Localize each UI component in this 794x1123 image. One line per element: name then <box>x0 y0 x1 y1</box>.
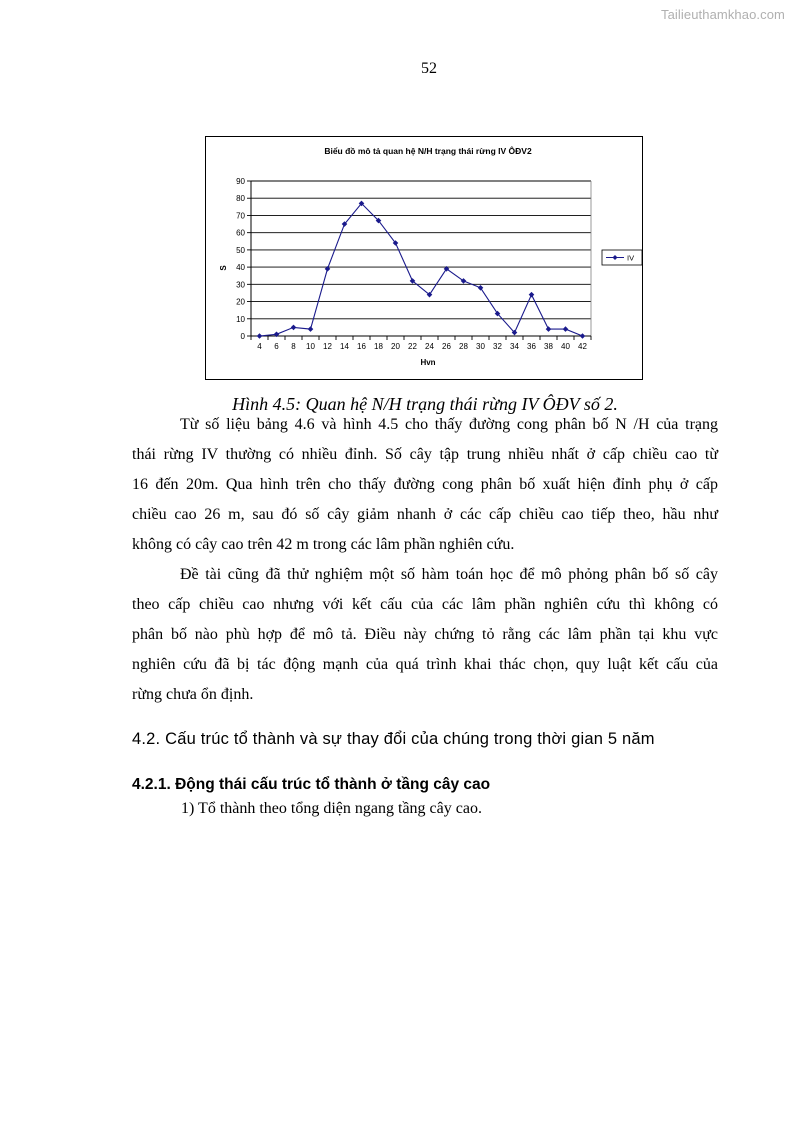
data-point-4 <box>257 333 263 339</box>
x-tick-label-6: 6 <box>274 342 279 351</box>
line-chart <box>206 137 644 381</box>
page-number: 52 <box>421 60 437 77</box>
x-tick-label-34: 34 <box>510 342 519 351</box>
y-tick-label-0: 0 <box>240 332 245 341</box>
x-tick-label-28: 28 <box>459 342 468 351</box>
data-point-40 <box>563 326 569 332</box>
x-axis-label: Hvn <box>420 358 436 367</box>
paragraph-1-line-4: chiều cao 26 m, sau đó số cây giảm nhanh ở các cấp chiều cao tiếp theo, hầu như <box>132 506 718 523</box>
data-point-8 <box>291 325 297 331</box>
x-tick-label-22: 22 <box>408 342 417 351</box>
x-tick-label-8: 8 <box>291 342 296 351</box>
x-tick-label-30: 30 <box>476 342 485 351</box>
y-tick-label-10: 10 <box>236 314 245 324</box>
watermark: Tailieuthamkhao.com <box>660 7 785 22</box>
data-point-38 <box>546 326 552 332</box>
x-tick-label-36: 36 <box>527 342 536 351</box>
x-tick-label-18: 18 <box>374 342 383 351</box>
x-tick-label-10: 10 <box>306 342 315 351</box>
series-line-IV <box>260 203 583 336</box>
data-point-42 <box>580 333 586 339</box>
x-tick-label-20: 20 <box>391 342 400 351</box>
y-tick-label-30: 30 <box>236 280 245 290</box>
paragraph-2-line-2: theo cấp chiều cao nhưng với kết cấu của các lâm phần nghiên cứu thì không có <box>132 596 718 613</box>
subsection-heading: 4.2.1. Động thái cấu trúc tổ thành ở tầng cây cao <box>132 776 491 793</box>
paragraph-2-line-1: Đề tài cũng đã thử nghiệm một số hàm toán học để mô phỏng phân bố số cây <box>180 566 718 583</box>
paragraph-1-line-5: không có cây cao trên 42 m trong các lâm phần nghiên cứu. <box>132 536 515 553</box>
x-tick-label-12: 12 <box>323 342 332 351</box>
y-tick-label-70: 70 <box>236 211 245 221</box>
x-tick-label-26: 26 <box>442 342 451 351</box>
x-tick-label-24: 24 <box>425 342 434 351</box>
data-point-30 <box>478 285 484 291</box>
x-tick-label-14: 14 <box>340 342 349 351</box>
section-heading: 4.2. Cấu trúc tổ thành và sự thay đổi của chúng trong thời gian 5 năm <box>132 730 655 748</box>
y-tick-label-80: 80 <box>236 194 245 204</box>
chart-title: Biểu đồ mô tả quan hệ N/H trạng thái rừng IV ÔĐV2 <box>324 146 532 156</box>
paragraph-1-line-1: Từ số liệu bảng 4.6 và hình 4.5 cho thấy đường cong phân bố N /H của trạng <box>180 416 718 433</box>
y-tick-label-40: 40 <box>236 263 245 273</box>
paragraph-2-line-3: phân bố nào phù hợp để mô tả. Điều này chứng tỏ rằng các lâm phần tại khu vực <box>132 626 718 643</box>
paragraph-1-line-2: thái rừng IV thường có nhiều đỉnh. Số cây tập trung nhiều nhất ở cấp chiều cao từ <box>132 446 718 463</box>
x-tick-label-16: 16 <box>357 342 366 351</box>
y-tick-label-90: 90 <box>236 177 245 186</box>
legend-label: IV <box>627 253 635 263</box>
chart-container <box>205 136 643 380</box>
x-tick-label-38: 38 <box>544 342 553 351</box>
y-tick-label-60: 60 <box>236 228 245 238</box>
paragraph-2-line-5: rừng chưa ổn định. <box>132 686 254 703</box>
data-point-36 <box>529 292 535 298</box>
x-tick-label-40: 40 <box>561 342 570 351</box>
y-tick-label-20: 20 <box>236 297 245 307</box>
x-tick-label-42: 42 <box>578 342 587 351</box>
x-tick-label-32: 32 <box>493 342 502 351</box>
paragraph-1-line-3: 16 đến 20m. Qua hình trên cho thấy đường cong phân bố xuất hiện đỉnh phụ ở cấp <box>132 476 718 493</box>
paragraph-2-line-4: nghiên cứu đã bị tác động mạnh của quá trình khai thác chọn, quy luật kết cấu của <box>132 656 718 673</box>
x-tick-label-4: 4 <box>257 342 262 351</box>
data-point-10 <box>308 326 314 332</box>
y-tick-label-50: 50 <box>236 245 245 255</box>
list-item: 1) Tổ thành theo tổng diện ngang tầng cây cao. <box>181 800 482 817</box>
y-axis-label: S <box>219 265 228 271</box>
figure-caption: Hình 4.5: Quan hệ N/H trạng thái rừng IV ÔĐV số 2. <box>232 394 618 414</box>
